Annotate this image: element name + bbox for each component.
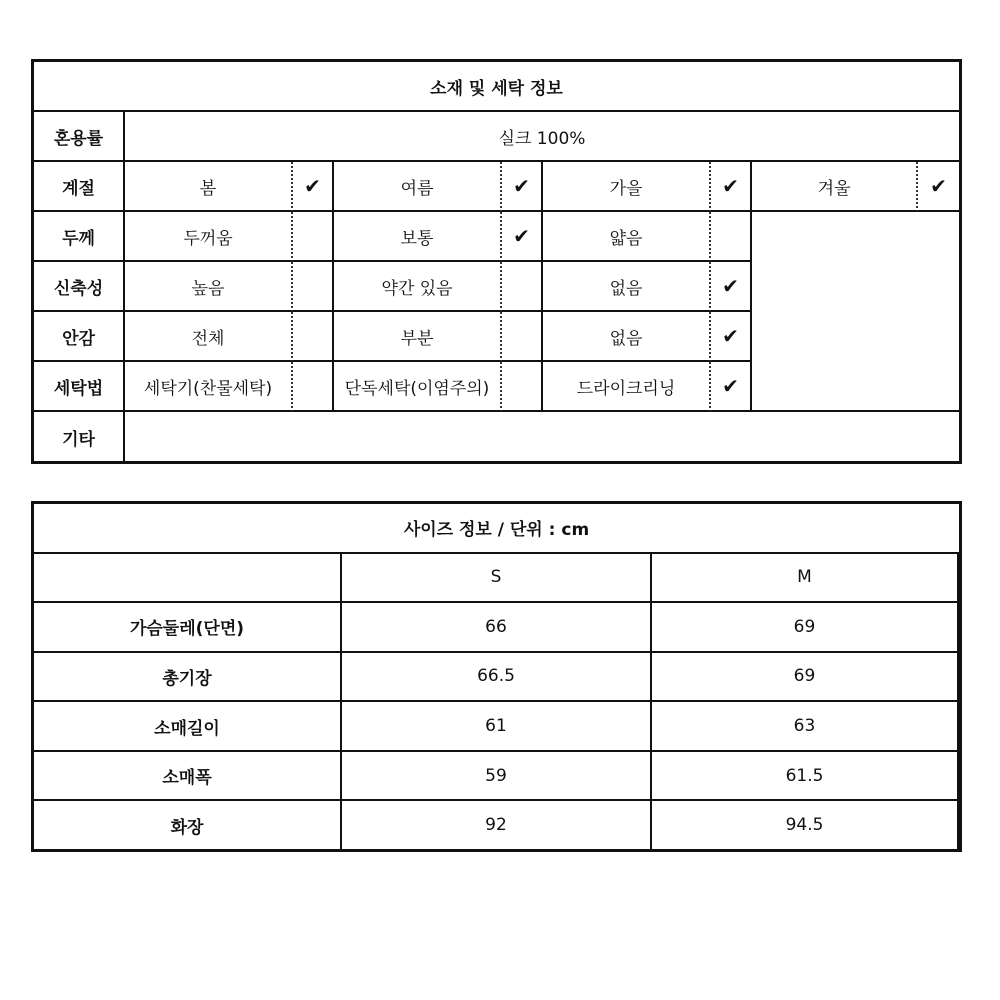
fabric-table-title: 소재 및 세탁 정보 xyxy=(34,62,959,112)
thickness-check-normal: ✔ xyxy=(502,212,543,262)
size-header-m: M xyxy=(652,554,959,604)
empty-area xyxy=(752,212,959,412)
size-value-m: 69 xyxy=(652,603,959,653)
season-check-winter: ✔ xyxy=(918,162,959,212)
size-value-s: 92 xyxy=(342,801,652,851)
stretch-check-high xyxy=(293,262,334,312)
thickness-check-thick xyxy=(293,212,334,262)
thickness-check-thin xyxy=(711,212,752,262)
size-header-s: S xyxy=(342,554,652,604)
lining-check-full xyxy=(293,312,334,362)
season-option-summer: 여름 xyxy=(334,162,502,212)
size-value-s: 61 xyxy=(342,702,652,752)
etc-value xyxy=(125,412,959,462)
lining-check-partial xyxy=(502,312,543,362)
size-table-title: 사이즈 정보 / 단위 : cm xyxy=(34,504,959,554)
size-value-s: 59 xyxy=(342,752,652,802)
season-label: 계절 xyxy=(34,162,125,212)
thickness-option-thick: 두꺼움 xyxy=(125,212,293,262)
size-value-m: 94.5 xyxy=(652,801,959,851)
stretch-check-some xyxy=(502,262,543,312)
washing-check-machine xyxy=(293,362,334,412)
washing-check-dryclean: ✔ xyxy=(711,362,752,412)
blend-value: 실크 100% xyxy=(125,112,959,162)
washing-option-separate: 단독세탁(이염주의) xyxy=(334,362,502,412)
blend-label: 혼용률 xyxy=(34,112,125,162)
thickness-label: 두께 xyxy=(34,212,125,262)
size-header-blank xyxy=(34,554,342,604)
lining-option-full: 전체 xyxy=(125,312,293,362)
stretch-option-high: 높음 xyxy=(125,262,293,312)
washing-option-dryclean: 드라이크리닝 xyxy=(543,362,711,412)
season-option-spring: 봄 xyxy=(125,162,293,212)
size-row-label: 화장 xyxy=(34,801,342,851)
size-value-s: 66 xyxy=(342,603,652,653)
size-value-m: 61.5 xyxy=(652,752,959,802)
size-value-m: 69 xyxy=(652,653,959,703)
lining-option-partial: 부분 xyxy=(334,312,502,362)
thickness-option-normal: 보통 xyxy=(334,212,502,262)
washing-label: 세탁법 xyxy=(34,362,125,412)
lining-option-none: 없음 xyxy=(543,312,711,362)
stretch-check-none: ✔ xyxy=(711,262,752,312)
etc-label: 기타 xyxy=(34,412,125,462)
size-value-m: 63 xyxy=(652,702,959,752)
lining-check-none: ✔ xyxy=(711,312,752,362)
stretch-option-none: 없음 xyxy=(543,262,711,312)
fabric-info-table xyxy=(31,59,962,464)
stretch-option-some: 약간 있음 xyxy=(334,262,502,312)
season-check-spring: ✔ xyxy=(293,162,334,212)
season-check-autumn: ✔ xyxy=(711,162,752,212)
season-check-summer: ✔ xyxy=(502,162,543,212)
size-row-label: 소매길이 xyxy=(34,702,342,752)
washing-check-separate xyxy=(502,362,543,412)
thickness-option-thin: 얇음 xyxy=(543,212,711,262)
season-option-autumn: 가을 xyxy=(543,162,711,212)
size-value-s: 66.5 xyxy=(342,653,652,703)
size-row-label: 총기장 xyxy=(34,653,342,703)
lining-label: 안감 xyxy=(34,312,125,362)
season-option-winter: 겨울 xyxy=(752,162,918,212)
size-row-label: 소매폭 xyxy=(34,752,342,802)
stretch-label: 신축성 xyxy=(34,262,125,312)
washing-option-machine: 세탁기(찬물세탁) xyxy=(125,362,293,412)
size-info-table xyxy=(31,501,962,852)
size-row-label: 가슴둘레(단면) xyxy=(34,603,342,653)
